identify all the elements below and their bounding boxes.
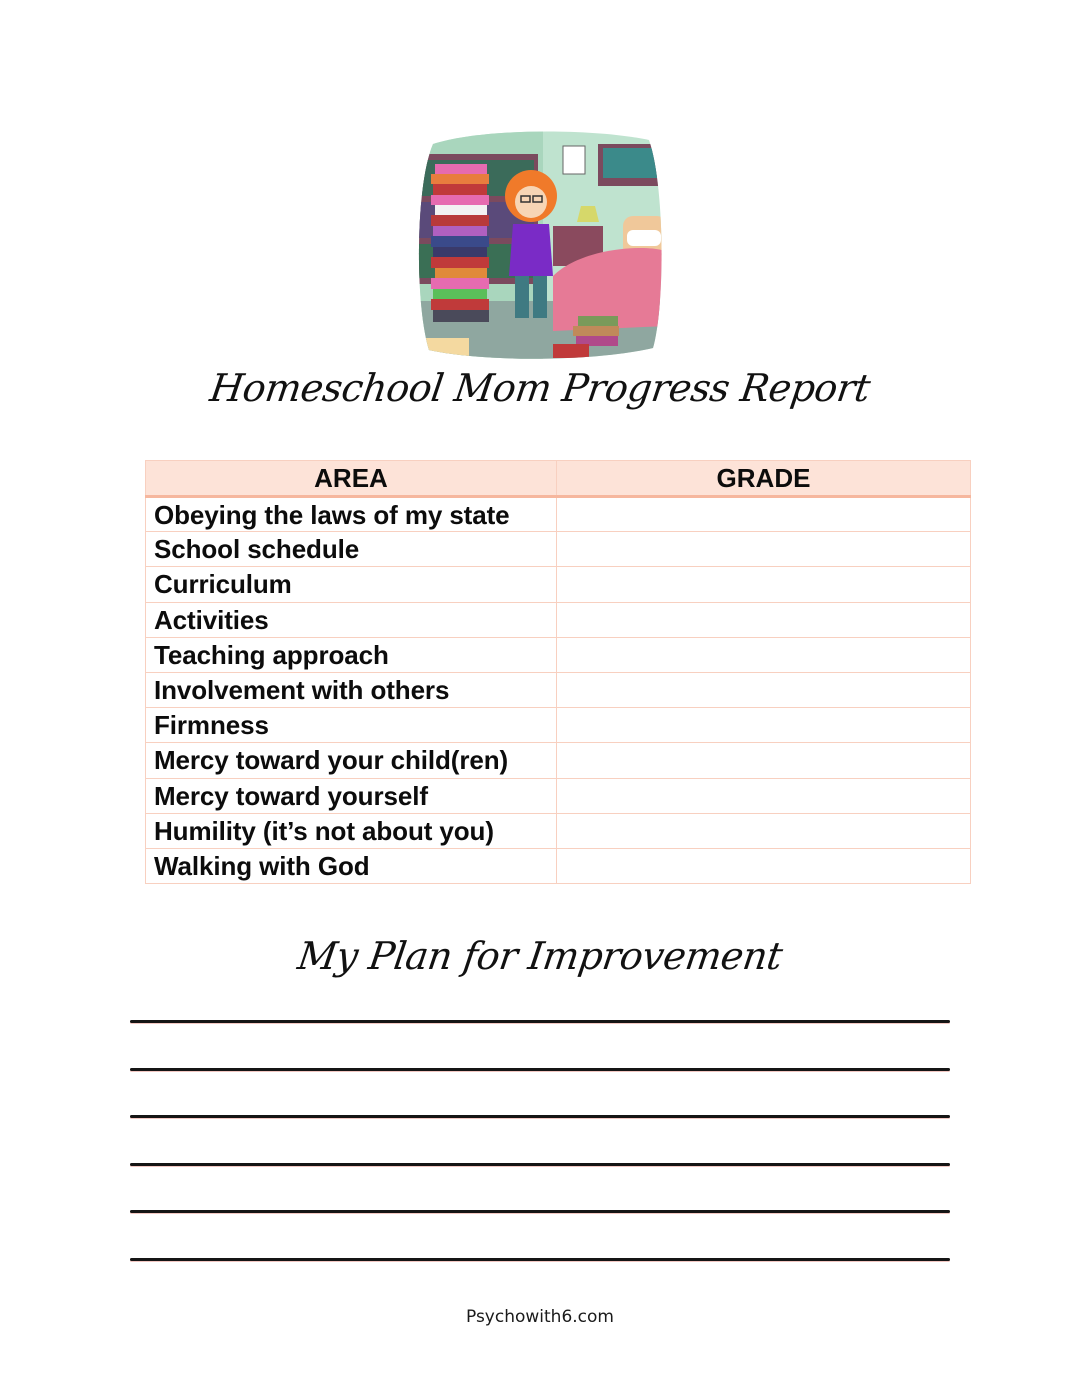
writing-line[interactable] <box>130 1115 950 1118</box>
table-row <box>146 532 971 567</box>
column-header-area: AREA <box>146 461 557 497</box>
area-cell: Mercy toward your child(ren) <box>146 743 557 778</box>
area-cell: Firmness <box>146 708 557 743</box>
grade-cell[interactable] <box>557 743 971 778</box>
illustration-image <box>413 126 667 364</box>
table-row <box>146 848 971 883</box>
plan-title: My Plan for Improvement <box>295 934 785 978</box>
table-row <box>146 567 971 602</box>
grade-cell[interactable] <box>557 813 971 848</box>
table-row <box>146 637 971 672</box>
writing-line[interactable] <box>130 1020 950 1023</box>
area-cell: School schedule <box>146 532 557 567</box>
table-row <box>146 708 971 743</box>
writing-line[interactable] <box>130 1258 950 1261</box>
grade-cell[interactable] <box>557 497 971 532</box>
writing-line[interactable] <box>130 1210 950 1213</box>
table-row <box>146 778 971 813</box>
grade-cell[interactable] <box>557 532 971 567</box>
grade-cell[interactable] <box>557 602 971 637</box>
area-cell: Involvement with others <box>146 672 557 707</box>
area-cell: Teaching approach <box>146 637 557 672</box>
writing-line[interactable] <box>130 1068 950 1071</box>
column-header-grade: GRADE <box>557 461 971 497</box>
grade-cell[interactable] <box>557 567 971 602</box>
grade-cell[interactable] <box>557 672 971 707</box>
grade-cell[interactable] <box>557 778 971 813</box>
grade-cell[interactable] <box>557 637 971 672</box>
page-title: Homeschool Mom Progress Report <box>207 366 873 410</box>
area-cell: Humility (it’s not about you) <box>146 813 557 848</box>
table-row <box>146 743 971 778</box>
writing-line[interactable] <box>130 1163 950 1166</box>
area-cell: Walking with God <box>146 848 557 883</box>
area-cell: Curriculum <box>146 567 557 602</box>
grade-cell[interactable] <box>557 708 971 743</box>
grade-cell[interactable] <box>557 848 971 883</box>
area-cell: Obeying the laws of my state <box>146 497 557 532</box>
table-row <box>146 672 971 707</box>
table-row <box>146 602 971 637</box>
area-cell: Activities <box>146 602 557 637</box>
table-row <box>146 813 971 848</box>
table-row <box>146 497 971 532</box>
footer-site-credit: Psychowith6.com <box>466 1307 614 1327</box>
table-header-row <box>146 461 971 497</box>
area-cell: Mercy toward yourself <box>146 778 557 813</box>
progress-report-table <box>145 460 971 884</box>
